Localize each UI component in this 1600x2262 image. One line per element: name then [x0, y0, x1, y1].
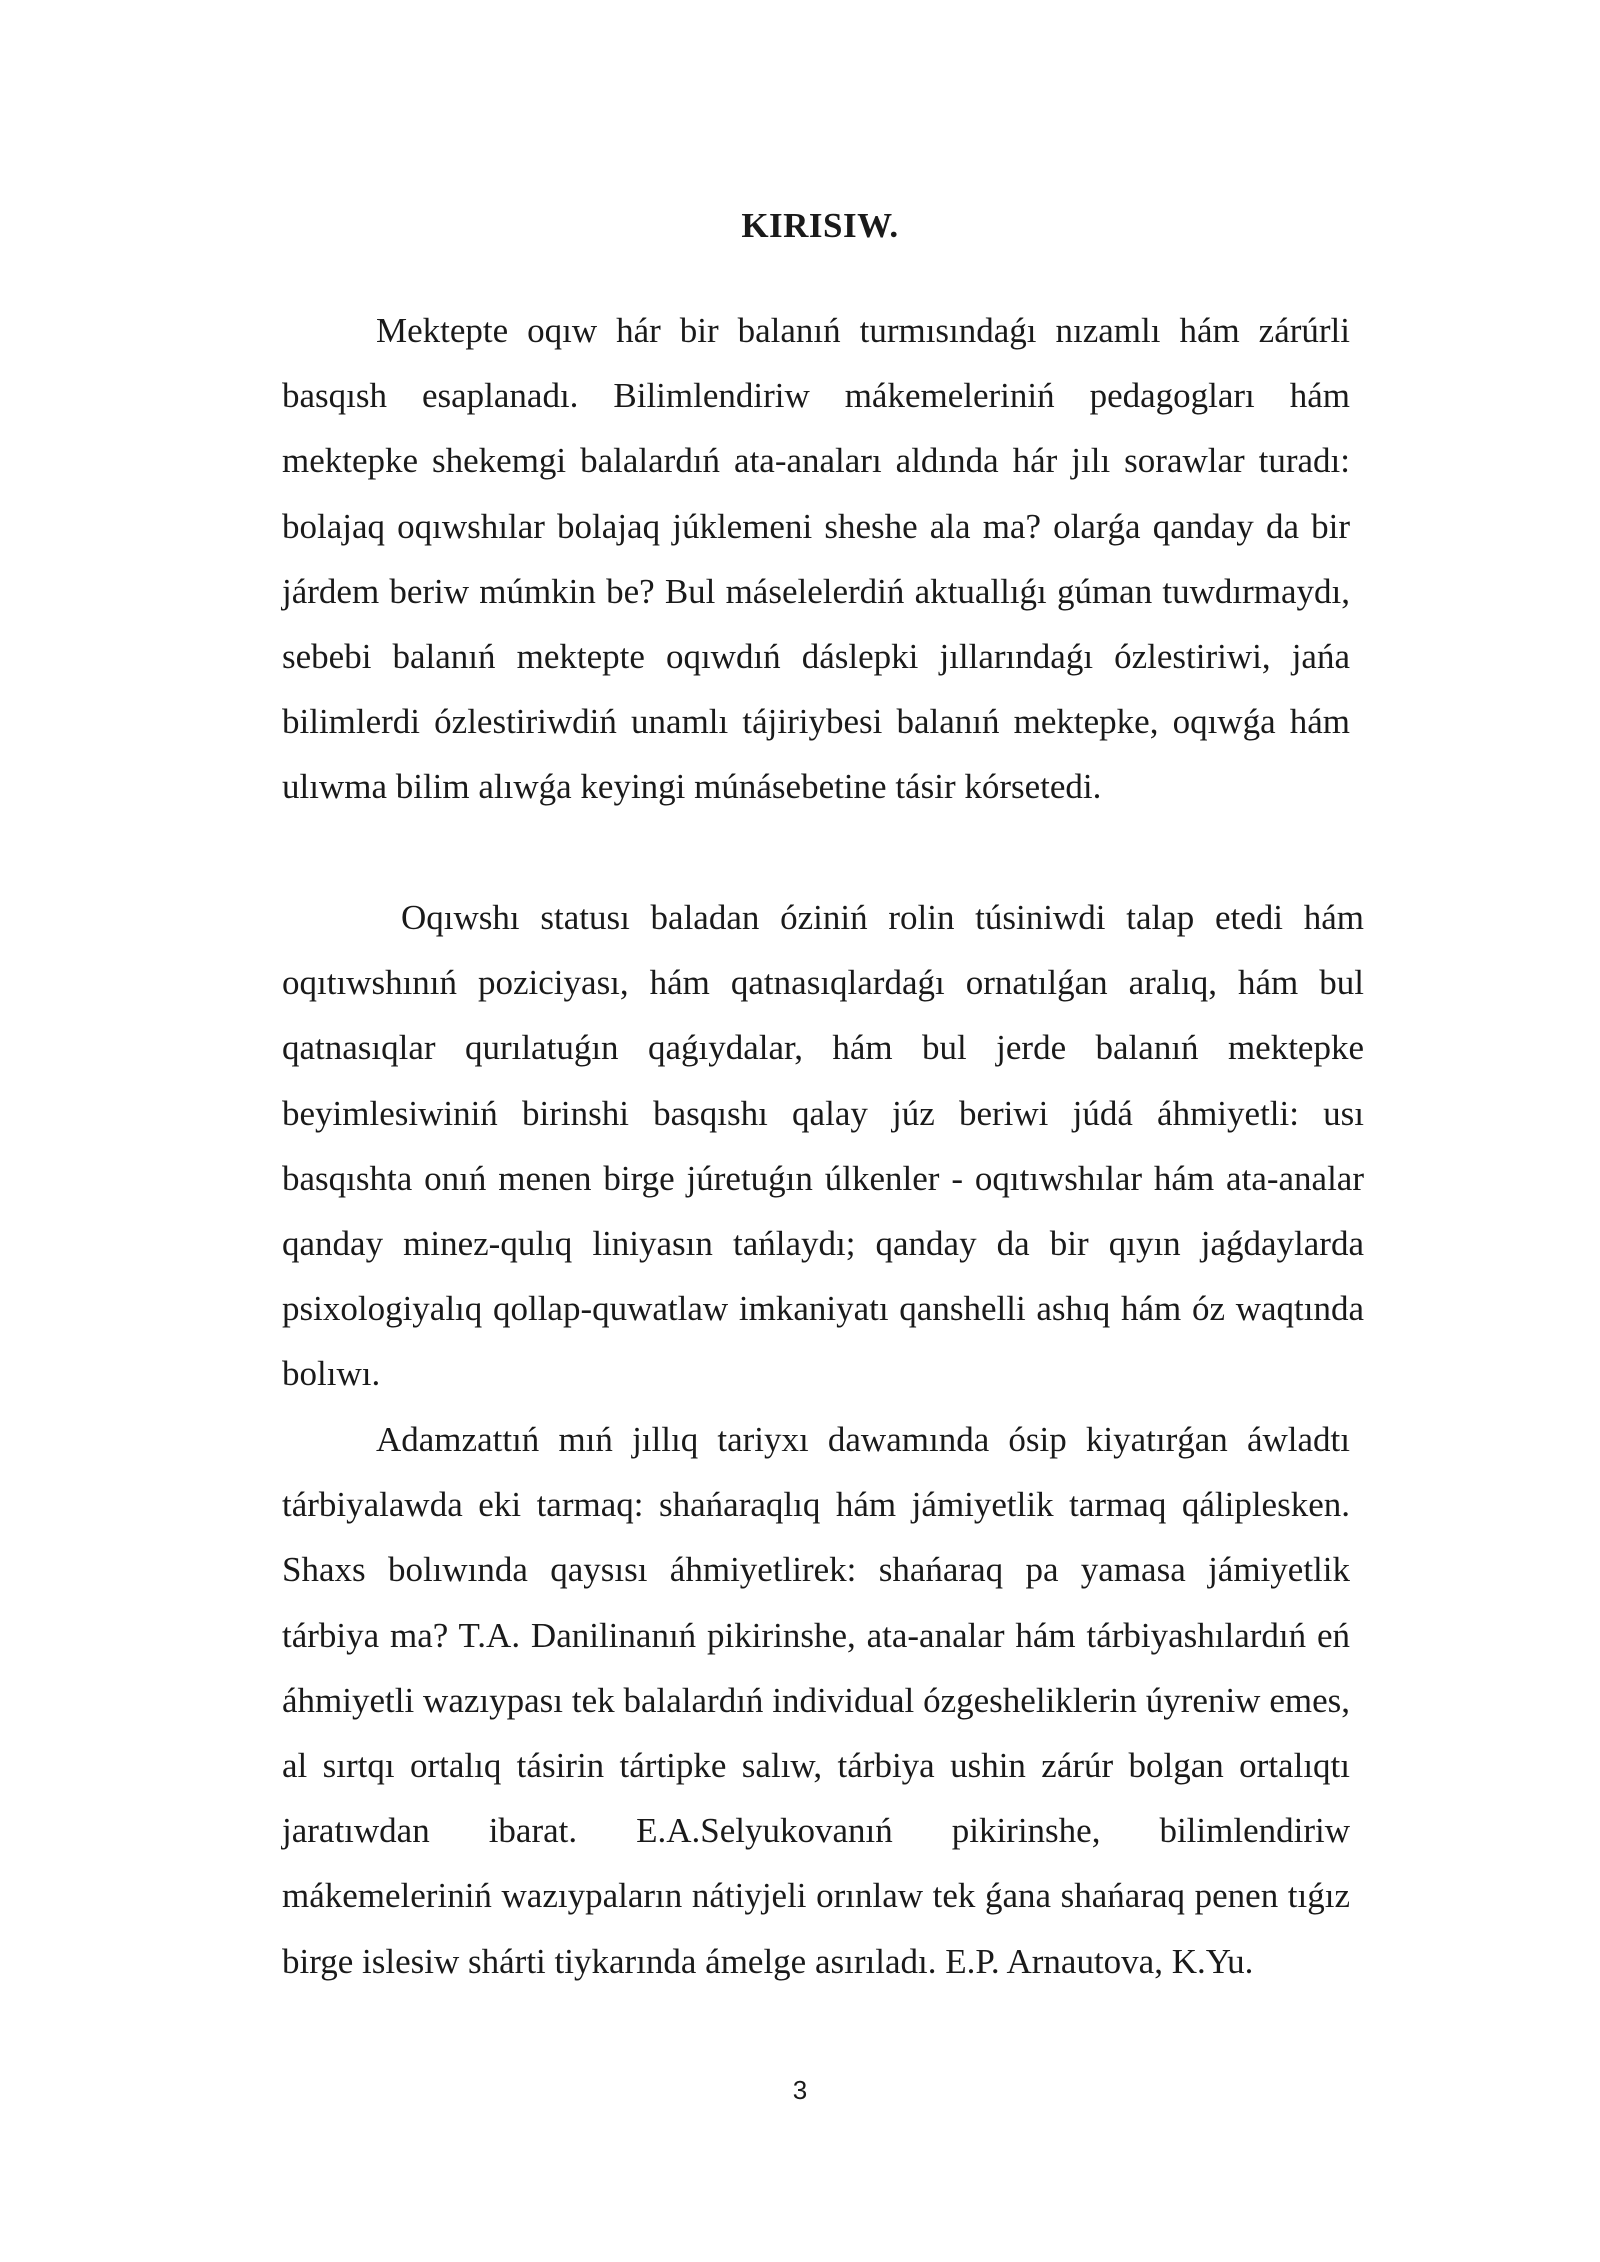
- paragraph-2: Oqıwshı statusı baladan óziniń rolin túsiniwdi talap etedi hám oqıtıwshınıń poziciyası, hám qatnasıqlardaǵı ornatılǵan aralıq, hám bul qatnasıqlar qurılatuǵın qaǵıydalar, hám bul jerde balanıń mektepke beyimlesiwiniń birinshi basqıshı qalay júz beriwi júdá áhmiyetli: usı basqıshta onıń menen birge júretuǵın úlkenler - oqıtıwshılar hám ata-analar qanday minez-qulıq liniyasın tańlaydı; qanday da bir qıyın jaǵdaylarda psixologiyalıq qollap-quwatlaw imkaniyatı qanshelli ashıq hám óz waqtında bolıwı.: [282, 898, 1364, 1394]
- paragraph-1: Mektepte oqıw hár bir balanıń turmısındaǵı nızamlı hám zárúrli basqısh esaplanadı. Bilimlendiriw mákemeleriniń pedagogları hám mektepke shekemgi balalardıń ata-anaları aldında hár jılı sorawlar turadı: bolajaq oqıwshılar bolajaq júklemeni sheshe ala ma? olarǵa qanday da bir járdem beriw múmkin be? Bul máselelerdiń aktuallıǵı gúman tuwdırmaydı, sebebi balanıń mektepte oqıwdıń dáslepki jıllarındaǵı ózlestiriwi, jańa bilimlerdi ózlestiriwdiń unamlı tájiriybesi balanıń mektepke, oqıwǵa hám ulıwma bilim alıwǵa keyingi múnásebetine tásir kórsetedi.: [282, 311, 1350, 807]
- document-title: KIRISIW.: [741, 206, 899, 245]
- paragraph-3: Adamzattıń mıń jıllıq tariyxı dawamında ósip kiyatırǵan áwladtı tárbiyalawda eki tarmaq: shańaraqlıq hám jámiyetlik tarmaq qáliplesken. Shaxs bolıwında qaysısı áhmiyetlirek: shańaraq pa yamasa jámiyetlik tárbiya ma? T.A. Danilinanıń pikirinshe, ata-analar hám tárbiyashılardıń eń áhmiyetli wazıypası tek balalardıń individual ózgesheliklerin úyreniw emes, al sırtqı ortalıq tásirin tártipke salıw, tárbiya ushin zárúr bolgan ortalıqtı jaratıwdan ibarat. E.A.Selyukovanıń pikirinshe, bilimlendiriw mákemeleriniń wazıypaların nátiyjeli orınlaw tek ǵana shańaraq penen tıǵız birge islesiw shárti tiykarında ámelge asırıladı. E.P. Arnautova, K.Yu.: [282, 1420, 1350, 1981]
- page-number: 3: [792, 2075, 808, 2105]
